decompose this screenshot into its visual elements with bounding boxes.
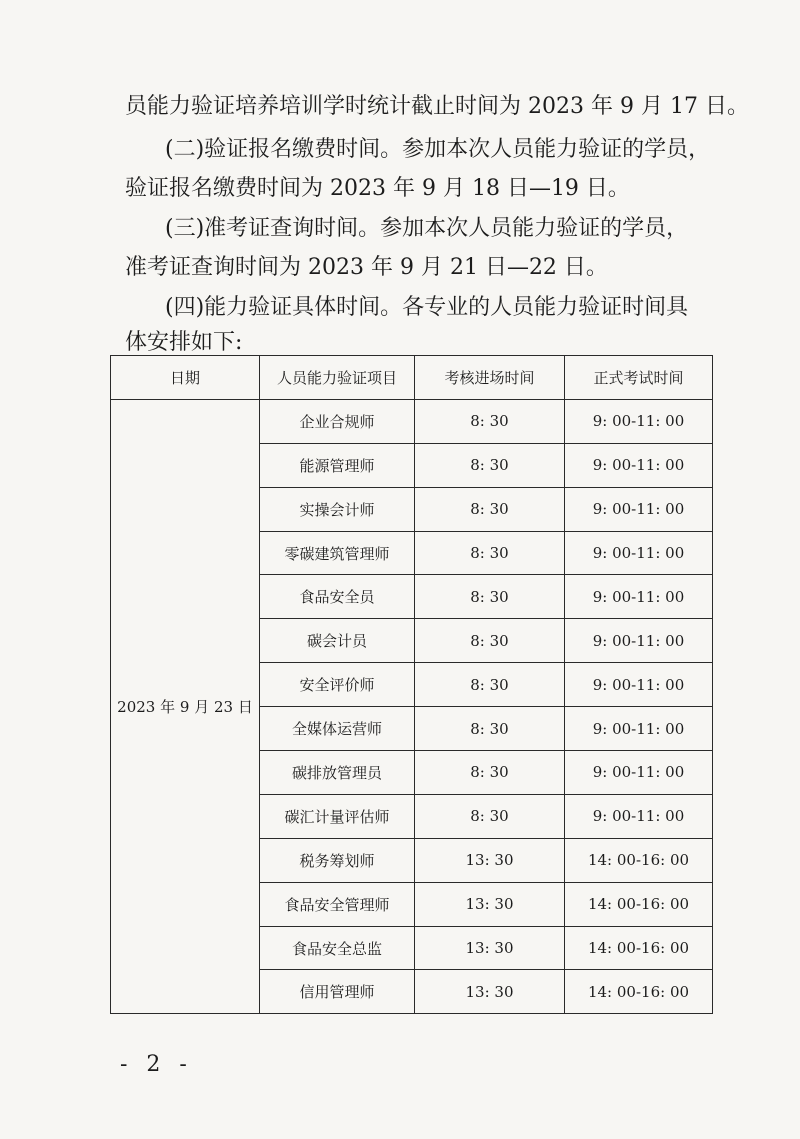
exam-time-cell: 9: 00-11: 00 <box>565 663 713 707</box>
exam-time-cell: 9: 00-11: 00 <box>565 575 713 619</box>
exam-time-cell: 9: 00-11: 00 <box>565 399 713 443</box>
entry-time-cell: 8: 30 <box>415 619 565 663</box>
entry-time-cell: 8: 30 <box>415 794 565 838</box>
entry-time-cell: 8: 30 <box>415 531 565 575</box>
exam-time-cell: 9: 00-11: 00 <box>565 443 713 487</box>
project-cell: 食品安全总监 <box>260 926 415 970</box>
project-cell: 税务筹划师 <box>260 838 415 882</box>
exam-schedule-table <box>110 355 713 1014</box>
date-cell: 2023 年 9 月 23 日 <box>111 399 260 1013</box>
paragraph-line: (四)能力验证具体时间。各专业的人员能力验证时间具 <box>165 295 689 320</box>
paragraph-line: (三)准考证查询时间。参加本次人员能力验证的学员， <box>165 216 689 241</box>
header-entry-time: 考核进场时间 <box>415 356 565 400</box>
entry-time-cell: 8: 30 <box>415 663 565 707</box>
paragraph-line: (二)验证报名缴费时间。参加本次人员能力验证的学员， <box>165 137 711 162</box>
entry-time-cell: 13: 30 <box>415 970 565 1014</box>
project-cell: 企业合规师 <box>260 399 415 443</box>
entry-time-cell: 8: 30 <box>415 399 565 443</box>
project-cell: 零碳建筑管理师 <box>260 531 415 575</box>
entry-time-cell: 8: 30 <box>415 751 565 795</box>
paragraph-line: 体安排如下: <box>125 330 243 355</box>
page-number: - 2 - <box>120 1052 193 1077</box>
entry-time-cell: 13: 30 <box>415 926 565 970</box>
project-cell: 碳汇计量评估师 <box>260 794 415 838</box>
paragraph-line: 验证报名缴费时间为 2023 年 9 月 18 日—19 日。 <box>125 176 630 201</box>
project-cell: 安全评价师 <box>260 663 415 707</box>
exam-time-cell: 9: 00-11: 00 <box>565 794 713 838</box>
exam-time-cell: 9: 00-11: 00 <box>565 531 713 575</box>
exam-time-cell: 9: 00-11: 00 <box>565 707 713 751</box>
header-project: 人员能力验证项目 <box>260 356 415 400</box>
paragraph-line: 员能力验证培养培训学时统计截止时间为 2023 年 9 月 17 日。 <box>125 94 749 119</box>
entry-time-cell: 13: 30 <box>415 838 565 882</box>
entry-time-cell: 8: 30 <box>415 575 565 619</box>
project-cell: 实操会计师 <box>260 487 415 531</box>
table-row <box>111 399 713 443</box>
exam-time-cell: 14: 00-16: 00 <box>565 838 713 882</box>
exam-time-cell: 9: 00-11: 00 <box>565 619 713 663</box>
exam-time-cell: 9: 00-11: 00 <box>565 751 713 795</box>
project-cell: 信用管理师 <box>260 970 415 1014</box>
project-cell: 碳会计员 <box>260 619 415 663</box>
exam-time-cell: 9: 00-11: 00 <box>565 487 713 531</box>
table-body <box>111 399 713 1013</box>
header-date: 日期 <box>111 356 260 400</box>
project-cell: 食品安全员 <box>260 575 415 619</box>
header-exam-time: 正式考试时间 <box>565 356 713 400</box>
entry-time-cell: 8: 30 <box>415 443 565 487</box>
project-cell: 能源管理师 <box>260 443 415 487</box>
table-header-row <box>111 356 713 400</box>
paragraph-line: 准考证查询时间为 2023 年 9 月 21 日—22 日。 <box>125 255 608 280</box>
project-cell: 食品安全管理师 <box>260 882 415 926</box>
exam-time-cell: 14: 00-16: 00 <box>565 882 713 926</box>
exam-time-cell: 14: 00-16: 00 <box>565 926 713 970</box>
entry-time-cell: 13: 30 <box>415 882 565 926</box>
entry-time-cell: 8: 30 <box>415 707 565 751</box>
entry-time-cell: 8: 30 <box>415 487 565 531</box>
project-cell: 全媒体运营师 <box>260 707 415 751</box>
project-cell: 碳排放管理员 <box>260 751 415 795</box>
exam-time-cell: 14: 00-16: 00 <box>565 970 713 1014</box>
